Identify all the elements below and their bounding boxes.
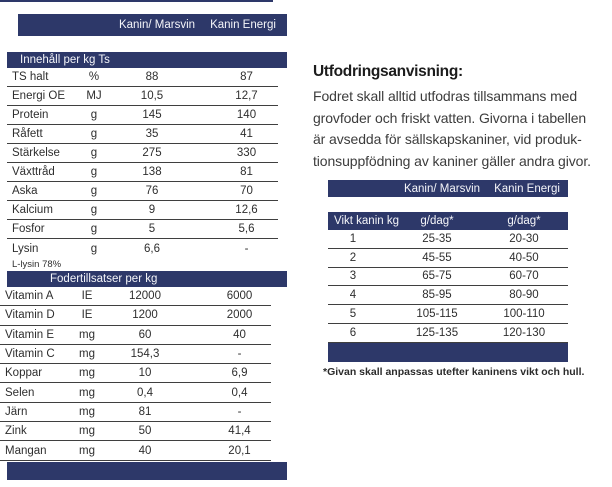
table-row xyxy=(0,306,271,325)
paragraph-line: är avsedda för sällskapskaniner, vid produk- xyxy=(313,131,582,148)
cell-value-kanin-energi: 0,4 xyxy=(231,386,248,399)
right-header-kanin-marsvin: Kanin/ Marsvin xyxy=(403,182,481,195)
cell-nutrient: Järn xyxy=(5,405,28,418)
cell-value-kanin-marsvin: 35 xyxy=(145,128,159,140)
cell-weight: 3 xyxy=(349,270,357,283)
cell-value-kanin-energi: 12,7 xyxy=(235,90,258,102)
cell-nutrient: Koppar xyxy=(5,367,43,380)
cell-value-kanin-energi: 140 xyxy=(236,109,257,121)
cell-gdag-kanin-energi: 80-90 xyxy=(509,289,539,302)
cell-nutrient: Protein xyxy=(12,109,49,121)
cell-value-kanin-marsvin: 6,6 xyxy=(144,242,160,255)
cell-value-kanin-marsvin: 1200 xyxy=(132,309,158,322)
cell-unit: g xyxy=(90,223,98,235)
table-row xyxy=(7,220,278,239)
cell-unit: g xyxy=(90,242,98,255)
cell-unit: mg xyxy=(79,425,95,438)
cell-nutrient: Råfett xyxy=(12,128,43,140)
paragraph-line: Fodret skall alltid utfodras tillsammans med xyxy=(313,88,578,104)
cell-value-kanin-energi: 12,6 xyxy=(235,204,258,216)
left-header-kanin-marsvin: Kanin/ Marsvin xyxy=(118,19,196,31)
cell-unit: mg xyxy=(79,328,95,341)
cell-gdag-kanin-energi: 40-50 xyxy=(509,251,539,264)
cell-nutrient: Vitamin C xyxy=(5,348,55,361)
cell-value-kanin-marsvin: 88 xyxy=(145,71,159,83)
cell-unit: g xyxy=(90,185,98,197)
cell-nutrient: Mangan xyxy=(5,444,47,457)
right-table-footer-bar xyxy=(328,343,568,362)
subheader-g-dag-marsvin: g/dag* xyxy=(420,215,454,227)
cell-gdag-kanin-marsvin: 85-95 xyxy=(422,289,452,302)
cell-nutrient: Stärkelse xyxy=(12,147,60,159)
table-row xyxy=(7,201,278,220)
cell-unit: mg xyxy=(79,405,95,418)
table-row xyxy=(0,345,271,364)
cell-value-kanin-marsvin: 40 xyxy=(138,444,152,457)
table-row xyxy=(7,87,278,106)
cell-gdag-kanin-energi: 120-130 xyxy=(502,326,546,339)
cell-value-kanin-energi: 5,6 xyxy=(238,223,255,235)
cell-value-kanin-energi: 330 xyxy=(236,147,257,159)
table-row xyxy=(7,125,278,144)
cell-gdag-kanin-marsvin: 105-115 xyxy=(416,308,458,321)
table-row xyxy=(328,230,568,249)
cell-unit: g xyxy=(90,109,98,121)
cell-gdag-kanin-energi: 100-110 xyxy=(503,308,545,321)
cell-value-kanin-marsvin: 60 xyxy=(138,328,152,341)
cell-value-kanin-energi: - xyxy=(244,242,249,255)
cell-value-kanin-energi: 6000 xyxy=(226,290,253,303)
cell-unit: g xyxy=(90,204,98,216)
cell-nutrient: Lysin xyxy=(12,242,39,255)
cell-unit: % xyxy=(88,71,100,83)
table-row xyxy=(328,305,568,324)
cell-value-kanin-energi: 40 xyxy=(233,328,246,341)
cell-value-kanin-marsvin: 5 xyxy=(148,223,156,235)
feeding-instructions-paragraph xyxy=(313,86,591,173)
cell-value-kanin-marsvin: 275 xyxy=(142,147,162,159)
cell-weight: 2 xyxy=(349,251,357,264)
cell-unit: IE xyxy=(81,309,93,322)
cell-gdag-kanin-energi: 20-30 xyxy=(509,232,539,245)
cell-nutrient: Fosfor xyxy=(12,223,45,235)
table-row xyxy=(0,287,271,306)
left-table-section-innehall xyxy=(7,68,278,258)
cell-value-kanin-energi: 2000 xyxy=(226,309,253,322)
cell-value-kanin-energi: - xyxy=(237,348,242,361)
right-table-header-bar xyxy=(328,180,568,197)
cell-value-kanin-marsvin: 145 xyxy=(142,109,162,121)
cell-gdag-kanin-energi: 60-70 xyxy=(509,270,539,283)
cell-value-kanin-marsvin: 81 xyxy=(138,405,152,418)
cell-gdag-kanin-marsvin: 25-35 xyxy=(422,232,452,245)
cell-nutrient: Vitamin A xyxy=(5,290,54,303)
cell-value-kanin-marsvin: 10,5 xyxy=(140,90,164,102)
table-row xyxy=(328,268,568,287)
cell-unit: g xyxy=(90,128,98,140)
cell-gdag-kanin-marsvin: 45-55 xyxy=(422,251,452,264)
table-row xyxy=(7,144,278,163)
left-table-section-fodertillsatser xyxy=(0,287,271,461)
cell-value-kanin-marsvin: 154,3 xyxy=(130,348,160,361)
table-row xyxy=(0,364,271,383)
table-row xyxy=(7,239,278,258)
cell-weight: 5 xyxy=(349,308,357,321)
cell-unit: g xyxy=(90,147,98,159)
cell-value-kanin-marsvin: 76 xyxy=(145,185,159,197)
cell-nutrient: Vitamin D xyxy=(5,309,55,322)
cell-value-kanin-marsvin: 0,4 xyxy=(137,386,153,399)
table-row xyxy=(328,249,568,268)
cell-weight: 1 xyxy=(349,232,357,245)
lysin-footnote: L-lysin 78% xyxy=(12,259,62,270)
table-row xyxy=(0,422,271,441)
left-header-kanin-energi: Kanin Energi xyxy=(210,19,276,31)
cell-nutrient: Kalcium xyxy=(12,204,53,216)
table-row xyxy=(7,163,278,182)
cell-unit: mg xyxy=(79,386,95,399)
subheader-vikt-kanin: Vikt kanin kg xyxy=(334,215,399,227)
cell-gdag-kanin-marsvin: 125-135 xyxy=(415,326,459,339)
right-header-kanin-energi: Kanin Energi xyxy=(494,182,560,195)
cell-value-kanin-energi: 41 xyxy=(240,128,253,140)
cell-value-kanin-marsvin: 10 xyxy=(138,367,152,380)
right-table-subheader-bar xyxy=(328,212,568,230)
cell-unit: mg xyxy=(79,444,95,457)
table-row xyxy=(0,326,271,345)
cell-value-kanin-energi: 41,4 xyxy=(228,425,251,438)
table-row xyxy=(7,68,278,87)
cell-nutrient: Växttråd xyxy=(12,166,55,178)
left-table-header-bar xyxy=(18,14,287,36)
cell-value-kanin-energi: - xyxy=(237,405,242,418)
cell-value-kanin-energi: 20,1 xyxy=(228,444,251,457)
table-row xyxy=(328,324,568,343)
cell-unit: IE xyxy=(81,290,93,303)
cell-nutrient: Selen xyxy=(5,386,35,399)
cell-nutrient: Vitamin E xyxy=(5,328,55,341)
left-table-footer-bar xyxy=(7,462,287,480)
paragraph-line: grovfoder och friskt vatten. Givorna i tabellen xyxy=(313,109,587,126)
cell-value-kanin-energi: 87 xyxy=(240,71,253,83)
table-row xyxy=(0,403,271,422)
table-row xyxy=(0,383,271,402)
cell-value-kanin-energi: 70 xyxy=(240,185,253,197)
table-row xyxy=(328,286,568,305)
table-row xyxy=(7,106,278,125)
table-row xyxy=(7,182,278,201)
table-row xyxy=(0,441,271,460)
paragraph-line: tionsuppfödning av kaniner gäller andra givor. xyxy=(313,153,591,170)
cell-nutrient: TS halt xyxy=(12,71,49,83)
cell-nutrient: Zink xyxy=(5,425,27,438)
cell-value-kanin-energi: 6,9 xyxy=(231,367,248,380)
subheader-g-dag-energi: g/dag* xyxy=(507,215,541,227)
feeding-instructions-heading: Utfodringsanvisning: xyxy=(313,63,463,80)
right-table-rows xyxy=(328,230,568,343)
top-rule xyxy=(0,0,273,2)
section-title-fodertillsatser: Fodertillsatser per kg xyxy=(7,271,287,287)
cell-nutrient: Aska xyxy=(12,185,38,197)
cell-value-kanin-marsvin: 138 xyxy=(142,166,162,178)
cell-unit: g xyxy=(90,166,98,178)
cell-weight: 4 xyxy=(349,289,357,302)
cell-unit: mg xyxy=(79,348,95,361)
cell-nutrient: Energi OE xyxy=(12,90,66,102)
cell-value-kanin-marsvin: 9 xyxy=(148,204,156,216)
cell-value-kanin-marsvin: 12000 xyxy=(129,290,161,303)
cell-unit: MJ xyxy=(86,90,102,102)
cell-value-kanin-energi: 81 xyxy=(240,166,253,178)
cell-gdag-kanin-marsvin: 65-75 xyxy=(422,270,452,283)
dosage-footnote: *Givan skall anpassas utefter kaninens vikt och hull. xyxy=(323,366,585,378)
cell-weight: 6 xyxy=(349,326,357,339)
section-title-innehall: Innehåll per kg Ts xyxy=(7,52,287,68)
cell-value-kanin-marsvin: 50 xyxy=(138,425,152,438)
cell-unit: mg xyxy=(79,367,95,380)
